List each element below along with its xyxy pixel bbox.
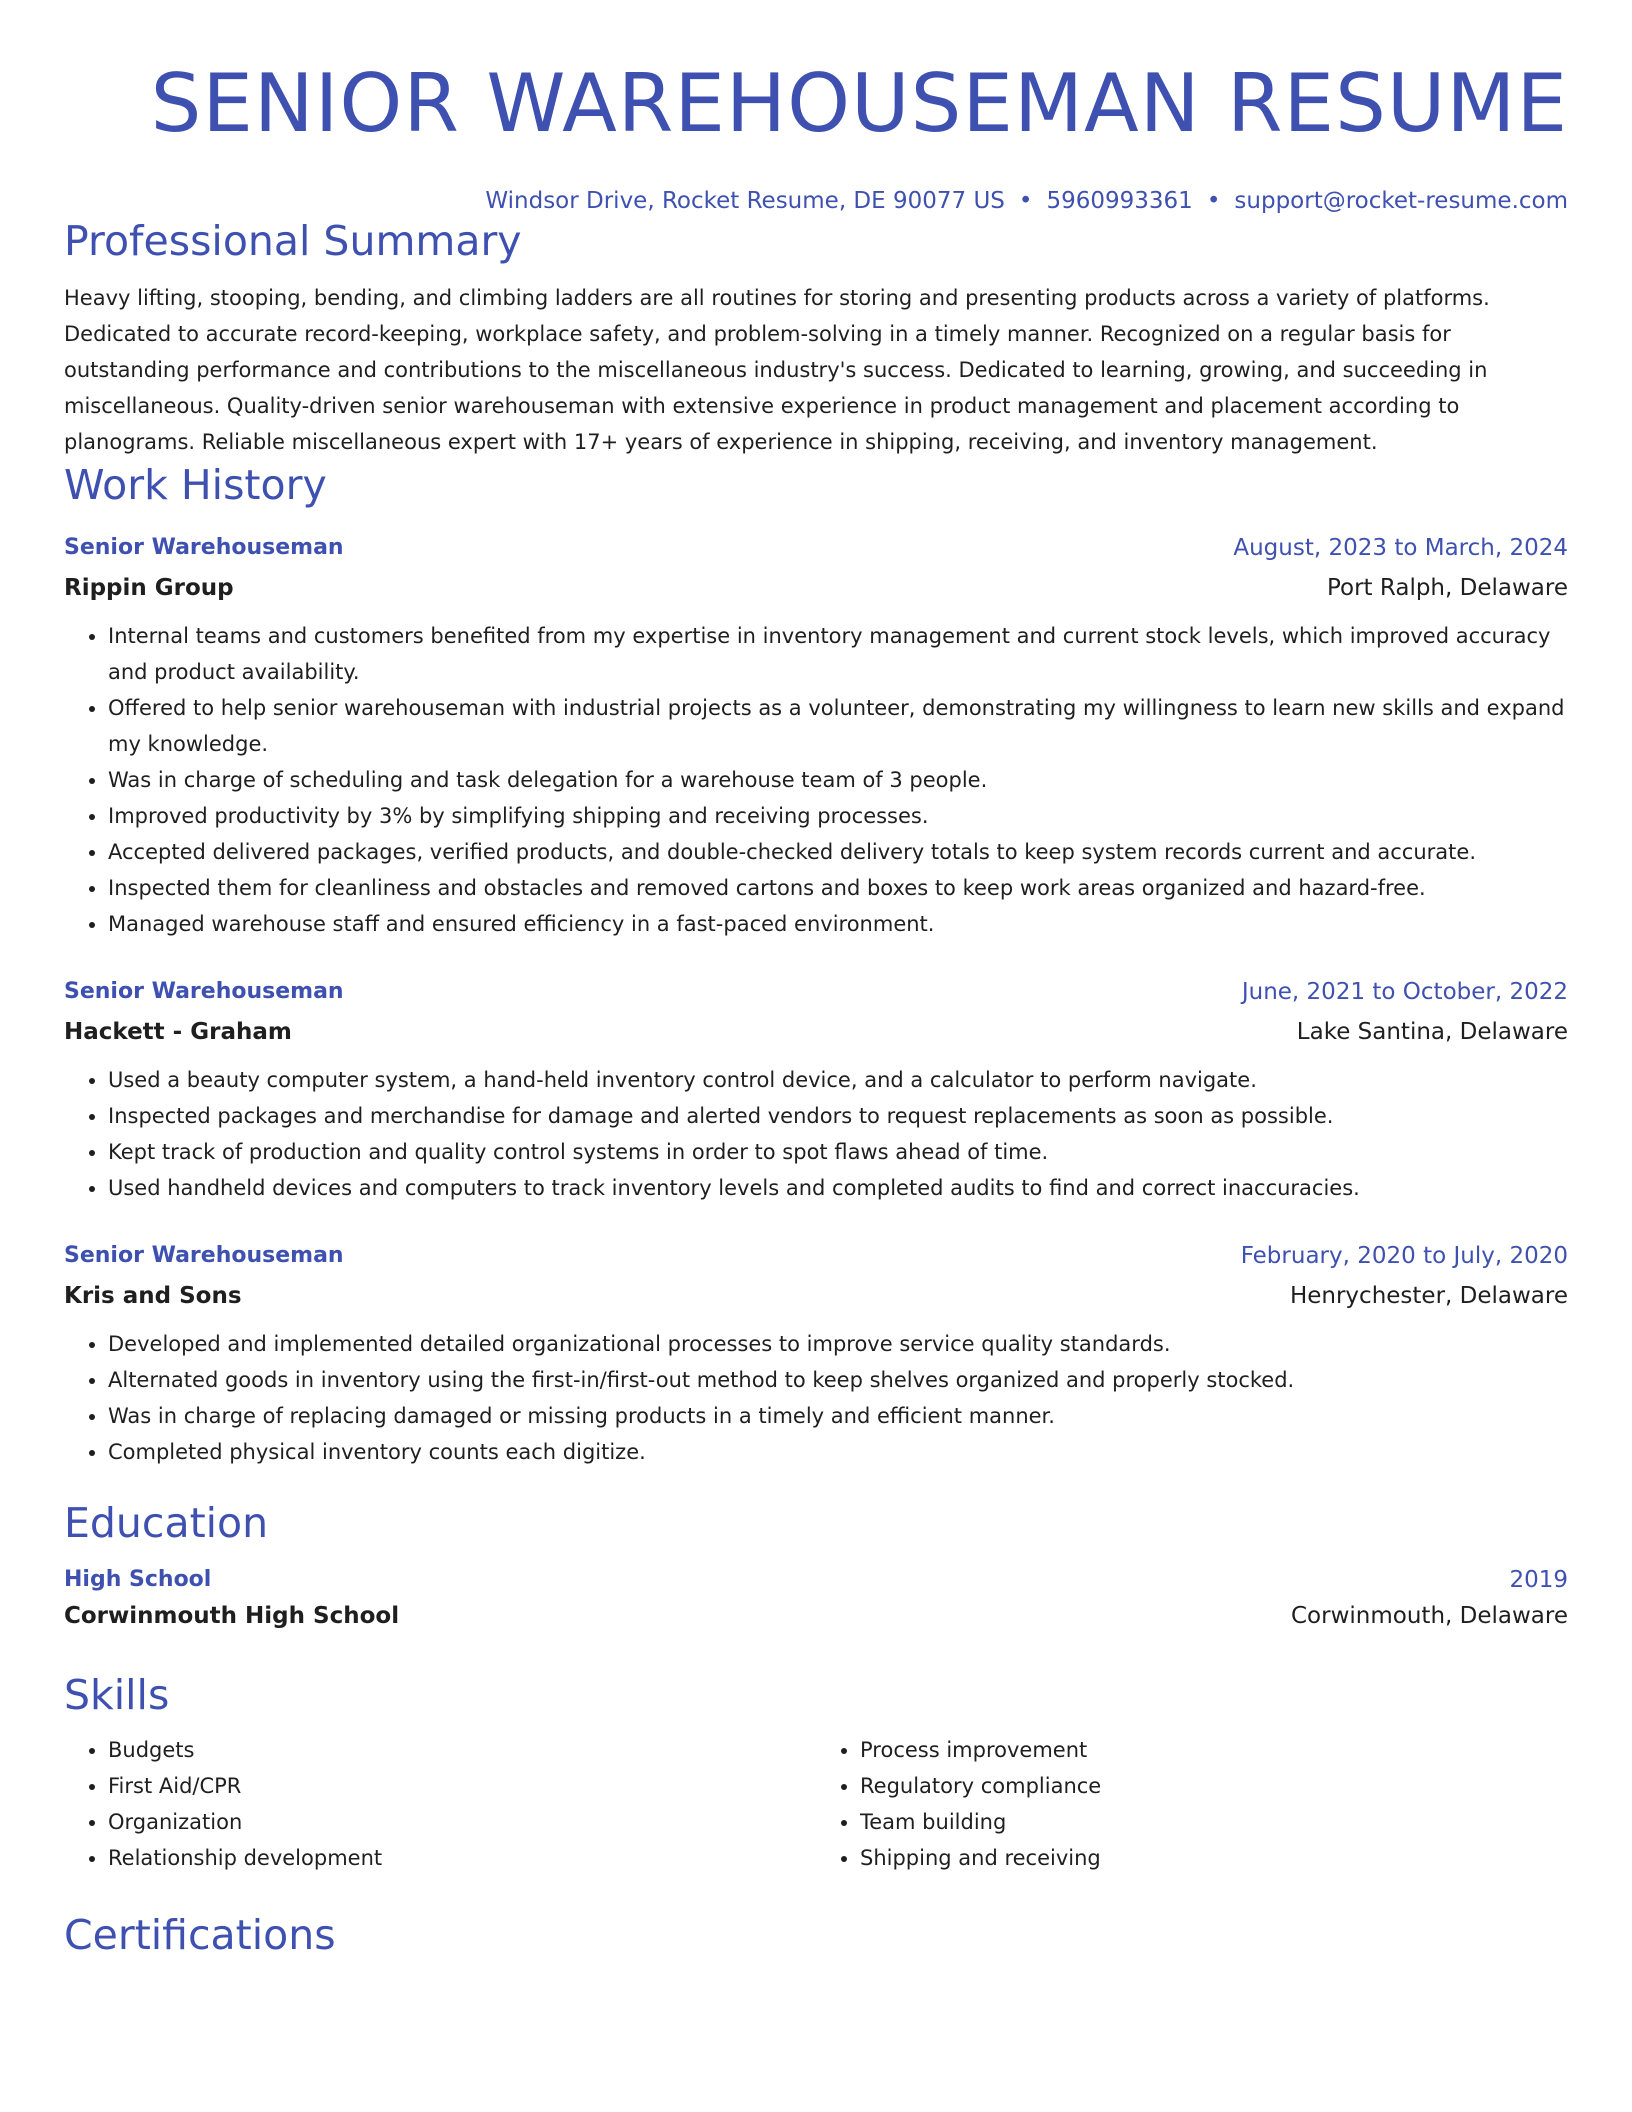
bullet-item: • Inspected them for cleanliness and obstacles and removed cartons and boxes to keep work areas organized and hazard-free.: [108, 870, 1568, 906]
bullet-item: • Used handheld devices and computers to track inventory levels and completed audits to find and correct inaccuracies.: [108, 1170, 1568, 1206]
company-name: Hackett - Graham: [64, 1019, 292, 1045]
bullet-item: • Managed warehouse staff and ensured efficiency in a fast-paced environment.: [108, 906, 1568, 942]
job-title: Senior Warehouseman: [64, 1243, 344, 1268]
skill-item: • Organization: [108, 1804, 816, 1840]
job-bullets: [64, 1062, 1568, 1206]
job-title: Senior Warehouseman: [64, 535, 344, 560]
job-entry: [64, 1238, 1568, 1470]
bullet-item: • Completed physical inventory counts each digitize.: [108, 1434, 1568, 1470]
skills-column-left: [64, 1732, 816, 1876]
contact-line: [64, 186, 1568, 216]
bullet-item: • Was in charge of replacing damaged or missing products in a timely and efficient manner.: [108, 1398, 1568, 1434]
skill-item: • Shipping and receiving: [860, 1840, 1568, 1876]
separator-dot: •: [1206, 188, 1221, 214]
skills-column-right: [816, 1732, 1568, 1876]
bullet-item: • Internal teams and customers benefited from my expertise in inventory management and current stock levels, which improved accuracy and product availability.: [108, 618, 1568, 690]
bullet-item: • Offered to help senior warehouseman with industrial projects as a volunteer, demonstrating my willingness to learn new skills and expand my knowledge.: [108, 690, 1568, 762]
job-bullets: [64, 618, 1568, 942]
summary-heading: Professional Summary: [64, 217, 522, 265]
job-entry: [64, 974, 1568, 1206]
bullet-item: • Inspected packages and merchandise for damage and alerted vendors to request replacements as soon as possible.: [108, 1098, 1568, 1134]
bullet-item: • Was in charge of scheduling and task delegation for a warehouse team of 3 people.: [108, 762, 1568, 798]
certifications-heading: Certifications: [64, 1911, 336, 1959]
skills-list: [64, 1732, 1568, 1876]
skill-item: • Budgets: [108, 1732, 816, 1768]
skills-heading: Skills: [64, 1671, 170, 1719]
bullet-item: • Developed and implemented detailed organizational processes to improve service quality standards.: [108, 1326, 1568, 1362]
phone-text: 5960993361: [1046, 188, 1193, 214]
address-text: Windsor Drive, Rocket Resume, DE 90077 US: [485, 188, 1005, 214]
school-location: Corwinmouth, Delaware: [1291, 1603, 1568, 1629]
company-name: Kris and Sons: [64, 1283, 242, 1309]
job-bullets: [64, 1326, 1568, 1470]
degree-title: High School: [64, 1567, 212, 1592]
email-link[interactable]: support@rocket-resume.com: [1234, 188, 1568, 214]
bullet-item: • Accepted delivered packages, verified products, and double-checked delivery totals to keep system records current and accurate.: [108, 834, 1568, 870]
school-name: Corwinmouth High School: [64, 1603, 400, 1629]
work-history-heading: Work History: [64, 461, 327, 509]
bullet-item: • Used a beauty computer system, a hand-held inventory control device, and a calculator to perform navigate.: [108, 1062, 1568, 1098]
job-location: Port Ralph, Delaware: [1326, 575, 1568, 601]
job-dates: August, 2023 to March, 2024: [1233, 535, 1568, 561]
skill-item: • First Aid/CPR: [108, 1768, 816, 1804]
education-entry: [64, 1562, 1568, 1634]
education-year: 2019: [1509, 1567, 1568, 1593]
skill-item: • Team building: [860, 1804, 1568, 1840]
job-dates: February, 2020 to July, 2020: [1240, 1243, 1568, 1269]
bullet-item: • Alternated goods in inventory using the first-in/first-out method to keep shelves organized and properly stocked.: [108, 1362, 1568, 1398]
job-title: Senior Warehouseman: [64, 979, 344, 1004]
skill-item: • Process improvement: [860, 1732, 1568, 1768]
skill-item: • Relationship development: [108, 1840, 816, 1876]
separator-dot: •: [1018, 188, 1033, 214]
company-name: Rippin Group: [64, 575, 234, 601]
job-location: Lake Santina, Delaware: [1296, 1019, 1568, 1045]
bullet-item: • Improved productivity by 3% by simplifying shipping and receiving processes.: [108, 798, 1568, 834]
skill-item: • Regulatory compliance: [860, 1768, 1568, 1804]
resume-page: [64, 0, 1568, 1960]
resume-title: SENIOR WAREHOUSEMAN RESUME: [150, 57, 1568, 150]
job-location: Henrychester, Delaware: [1289, 1283, 1568, 1309]
summary-text: Heavy lifting, stooping, bending, and climbing ladders are all routines for storing and presenting products across a variety of platforms. Dedicated to accurate record-keeping, workplace safety, and problem-solving in a timely manner. Recognized on a regular basis for outstanding performance and contributions to the miscellaneous industry's success. Dedicated to learning, growing, and succeeding in miscellaneous. Quality-driven senior warehouseman with extensive experience in product management and placement according to planograms. Reliable miscellaneous expert with 17+ years of experience in shipping, receiving, and inventory management.: [64, 286, 1490, 454]
job-entry: [64, 530, 1568, 942]
job-dates: June, 2021 to October, 2022: [1241, 979, 1568, 1005]
bullet-item: • Kept track of production and quality control systems in order to spot flaws ahead of time.: [108, 1134, 1568, 1170]
education-heading: Education: [64, 1499, 269, 1547]
